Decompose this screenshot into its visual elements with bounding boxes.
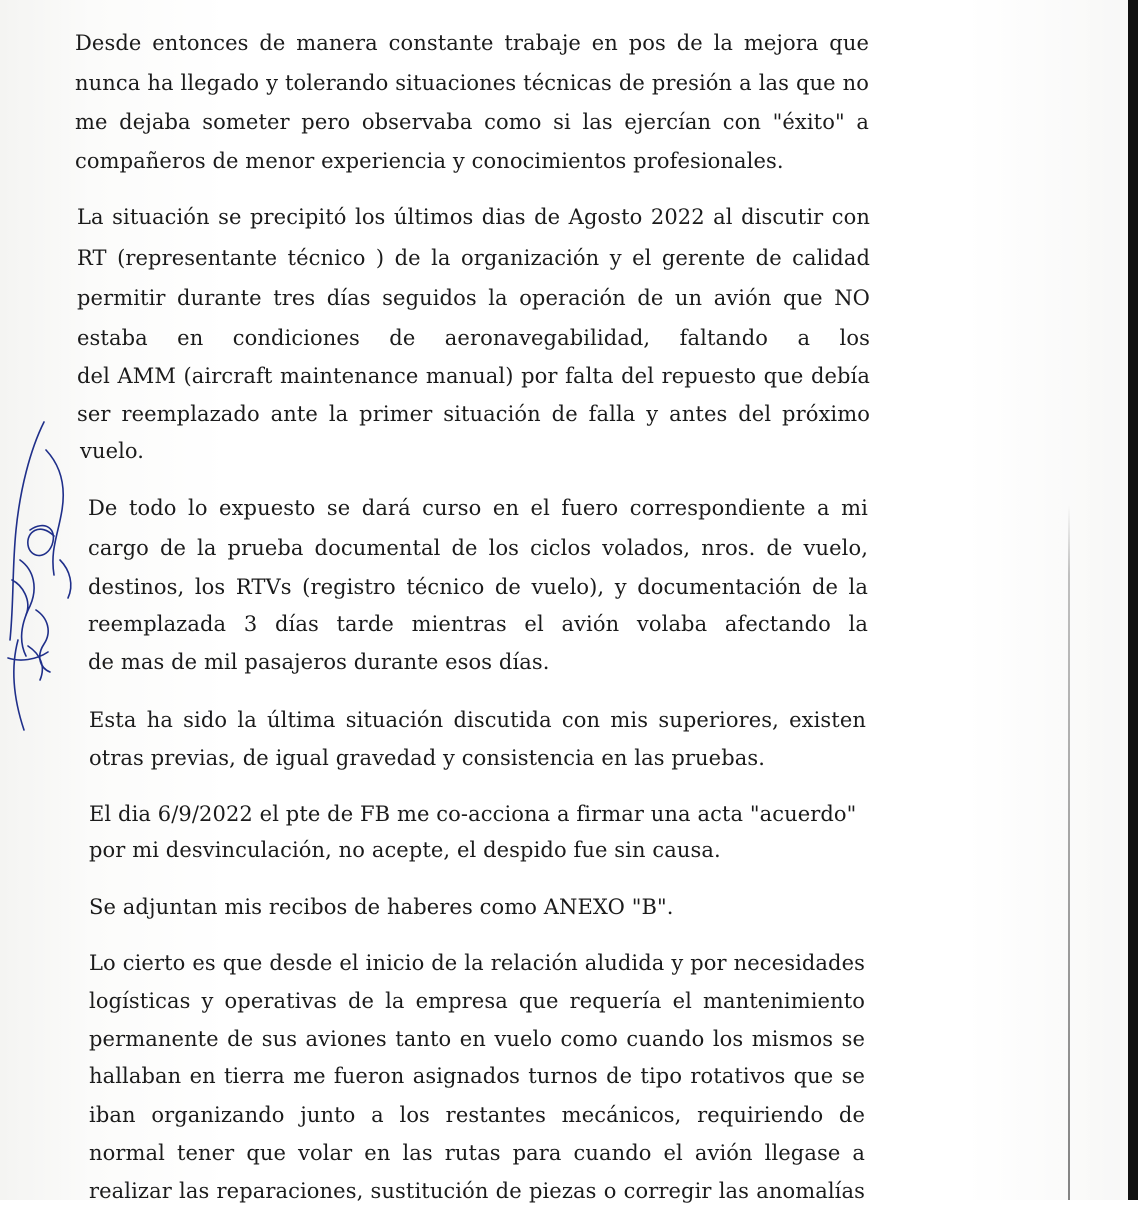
paragraph-line: permanente de sus aviones tanto en vuelo como cuando los mismos se (89, 1027, 865, 1051)
paragraph-line: nunca ha llegado y tolerando situaciones técnicas de presión a las que no (75, 71, 869, 95)
paragraph-line: normal tener que volar en las rutas para cuando el avión llegase a (89, 1141, 865, 1165)
paragraph-line: de mas de mil pasajeros durante esos días. (88, 650, 550, 674)
paragraph-line: Lo cierto es que desde el inicio de la relación aludida y por necesidades (89, 951, 865, 975)
paragraph-line: destinos, los RTVs (registro técnico de vuelo), y documentación de la (88, 575, 868, 599)
paragraph-line: permitir durante tres días seguidos la operación de un avión que NO (77, 286, 870, 310)
paragraph-line: del AMM (aircraft maintenance manual) por falta del repuesto que debía (77, 364, 870, 388)
paragraph-line: iban organizando junto a los restantes mecánicos, requiriendo de (89, 1103, 865, 1127)
paragraph-line: Desde entonces de manera constante trabaje en pos de la mejora que (75, 31, 869, 55)
paragraph-line: reemplazada 3 días tarde mientras el avión volaba afectando la (88, 612, 868, 636)
paragraph-line: De todo lo expuesto se dará curso en el fuero correspondiente a mi (88, 496, 868, 520)
paragraph-line: por mi desvinculación, no acepte, el despido fue sin causa. (89, 838, 721, 862)
scan-binding-line (1068, 505, 1070, 1200)
paragraph-line: cargo de la prueba documental de los ciclos volados, nros. de vuelo, (88, 536, 868, 560)
paragraph-line: La situación se precipitó los últimos dias de Agosto 2022 al discutir con (77, 205, 870, 229)
paragraph-line: vuelo. (80, 439, 145, 463)
paragraph-line: otras previas, de igual gravedad y consistencia en las pruebas. (89, 746, 766, 770)
paragraph-line: compañeros de menor experiencia y conocimientos profesionales. (75, 149, 784, 173)
paragraph-line: hallaban en tierra me fueron asignados turnos de tipo rotativos que se (89, 1064, 865, 1088)
paragraph-line: logísticas y operativas de la empresa que requería el mantenimiento (89, 989, 865, 1013)
paragraph-line: me dejaba someter pero observaba como si las ejercían con "éxito" a (75, 110, 869, 134)
paragraph-line: Esta ha sido la última situación discutida con mis superiores, existen (89, 708, 866, 732)
paragraph-line: ser reemplazado ante la primer situación de falla y antes del próximo (77, 402, 870, 426)
paragraph-line: Se adjuntan mis recibos de haberes como ANEXO "B". (89, 895, 674, 919)
paragraph-line: RT (representante técnico ) de la organización y el gerente de calidad (77, 246, 870, 270)
paragraph-line: estaba en condiciones de aeronavegabilidad, faltando a los (77, 326, 870, 350)
scan-edge (1128, 0, 1138, 1200)
paragraph-line: El dia 6/9/2022 el pte de FB me co-acciona a firmar una acta "acuerdo" (89, 802, 857, 826)
handwritten-signature (0, 410, 90, 750)
paragraph-line: realizar las reparaciones, sustitución de piezas o corregir las anomalías (89, 1179, 865, 1203)
